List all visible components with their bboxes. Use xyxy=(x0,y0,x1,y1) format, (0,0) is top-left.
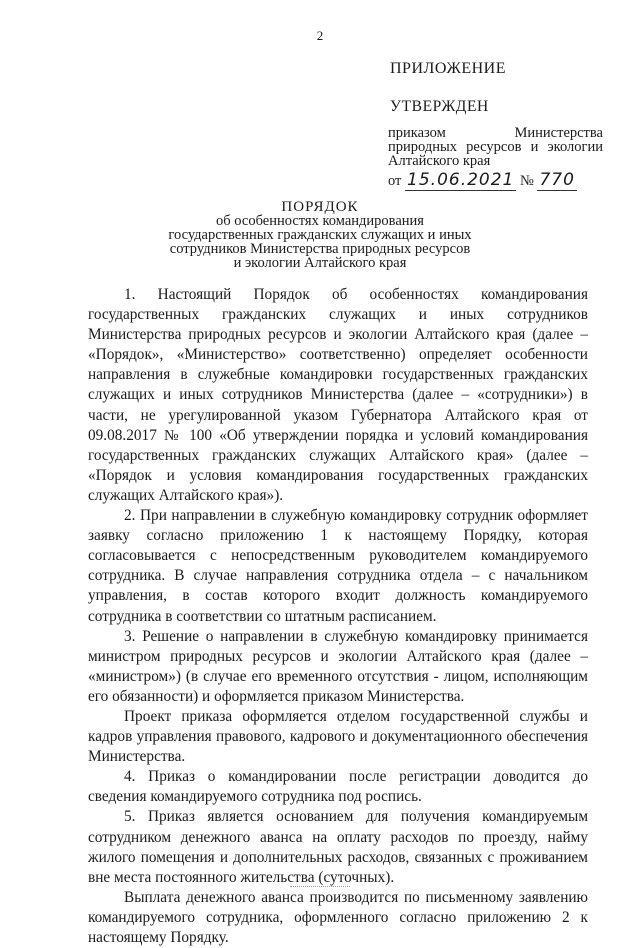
paragraph-4: 4. Приказ о командировании после регистрации доводится до сведения командируемого сотрудника под роспись. xyxy=(88,768,588,806)
paragraph-1: 1. Настоящий Порядок об особенностях командирования государственных гражданских служащих и иных сотрудников Министерства природных ресурсов и экологии Алтайского края (далее – «Порядок», «Министерство» соответственно) определяет особенности направления в служебные командировки государственных гражданских служащих и иных сотрудников Министерства (далее – «сотрудники») в части, не урегулированной указом Губернатора Алтайского края от 09.08.2017 № 100 «Об утверждении порядка и условий командирования государственных гражданских служащих Алтайского края» (далее – «Порядок и условия командирования государственных гражданских служащих Алтайского края»). xyxy=(88,286,588,504)
handwritten-date: 15.06.2021 xyxy=(407,170,515,190)
title-line: и экологии Алтайского края xyxy=(233,255,407,271)
document-title xyxy=(0,200,640,270)
date-prefix: от xyxy=(388,173,402,189)
title-line: государственных гражданских служащих и иных xyxy=(168,227,472,243)
scan-artifact xyxy=(290,886,350,888)
number-sign: № xyxy=(520,173,534,189)
approved-heading: УТВЕРЖДЕН xyxy=(390,98,489,115)
order-date-line xyxy=(388,170,603,190)
paragraph-5: 5. Приказ является основанием для получения командируемым сотрудником денежного аванса на оплату расходов по проезду, найму жилого помещения и дополнительных расходов, связанных с проживанием вне места постоянного жительства (суточных). xyxy=(88,808,588,886)
paragraph-5-advance: Выплата денежного аванса производится по письменному заявлению командируемого сотрудника, оформленного согласно приложению 2 к настоящему Порядку. xyxy=(88,888,588,946)
paragraph-3-draft: Проект приказа оформляется отделом государственной службы и кадров управления правового, кадрового и документационного обеспечения Министерства. xyxy=(88,707,588,766)
title-line: об особенностях командирования xyxy=(216,213,424,229)
title-main: ПОРЯДОК xyxy=(281,199,359,215)
page-number: 2 xyxy=(316,28,324,43)
order-text: приказом Министерства природных ресурсов и экологии Алтайского края xyxy=(388,125,603,169)
appendix-heading: ПРИЛОЖЕНИЕ xyxy=(390,60,507,77)
handwritten-number: 770 xyxy=(539,170,575,190)
approval-block xyxy=(388,60,603,190)
title-line: сотрудников Министерства природных ресурсов xyxy=(169,241,471,257)
paragraph-2: 2. При направлении в служебную командировку сотрудник оформляет заявку согласно приложению 1 к настоящему Порядку, которая согласовывается с непосредственным руководителем командируемого сотрудника. В случае направления сотрудника отдела – с начальником управления, в состав которого входит должность командируемого сотрудника в соответствии со штатным расписанием. xyxy=(88,507,588,625)
document-body xyxy=(88,285,588,948)
paragraph-3: 3. Решение о направлении в служебную командировку принимается министром природных ресурсов и экологии Алтайского края (далее – «министром») (в случае его временного отсутствия - лицом, исполняющим его обязанности) и оформляется приказом Министерства. xyxy=(88,627,588,705)
